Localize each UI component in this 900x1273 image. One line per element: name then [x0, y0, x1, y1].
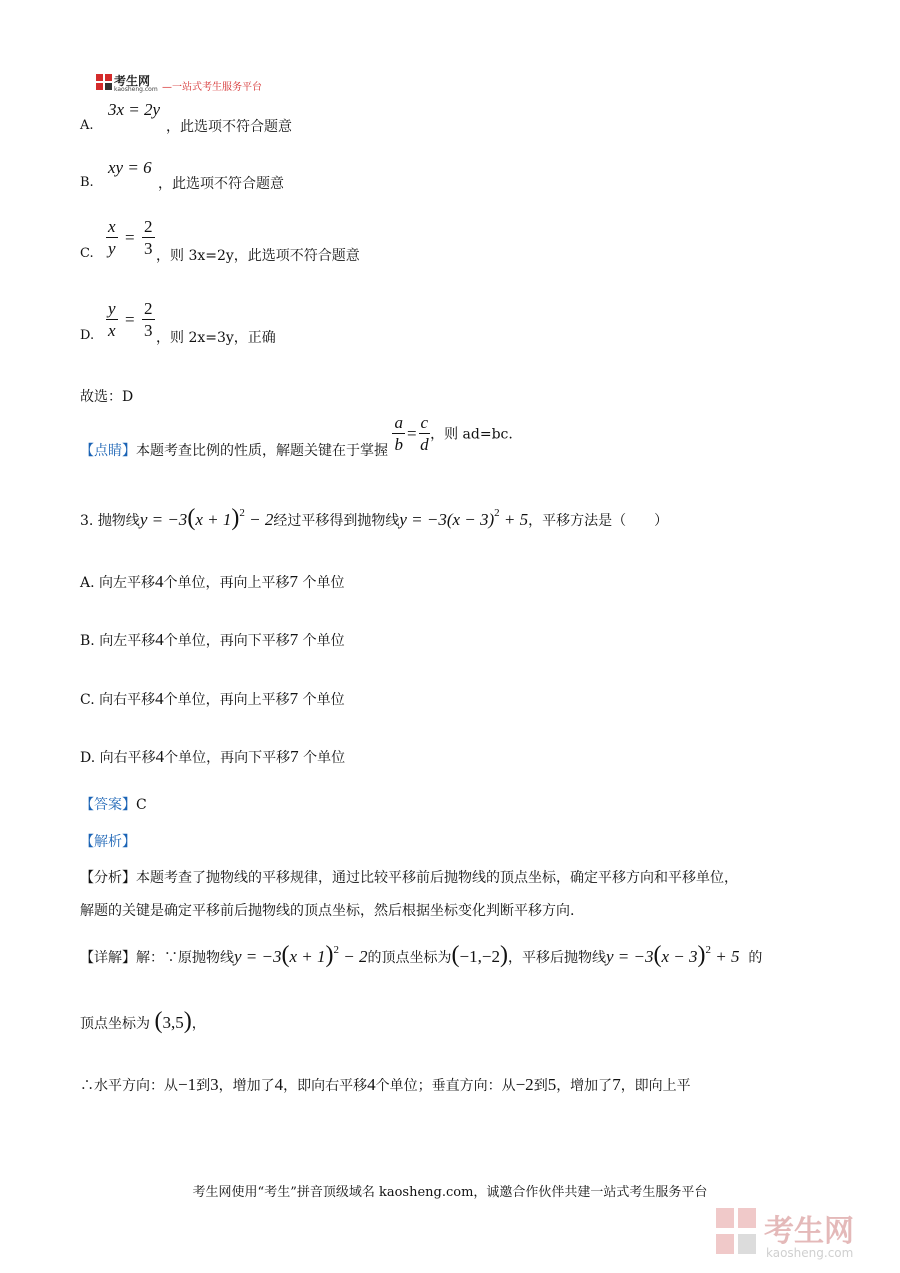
fenxi-line2: 解题的关键是确定平移前后抛物线的顶点坐标，然后根据坐标变化判断平移方向. [80, 903, 575, 919]
prev-option-b-label: B. [80, 175, 94, 190]
prev-option-d-label: D. [80, 328, 95, 343]
math-orig-parabola: $y = -3(x + 1)^2 - 2$ [139, 505, 274, 531]
math-orig-parabola-2: $y = -3(x + 1)^2 - 2$ [234, 942, 368, 968]
option-d[interactable]: D. 向右平移4个单位，再向下平移7 个单位 [80, 747, 346, 766]
watermark-cn: 考生网 [764, 1214, 854, 1249]
prev-option-c-text: ，则 3x=2y，此选项不符合题意 [156, 248, 360, 264]
prev-option-a-label: A. [80, 118, 94, 133]
fenxi-tag: 【分析】 [80, 870, 136, 886]
detail-line1: 【详解】解：∵原抛物线$y = -3(x + 1)^2 - 2$的顶点坐标为(−1,−2)，平移后抛物线$y = -3(x - 3)^2 + 5$ 的 [80, 942, 763, 968]
prev-option-d-text: ，则 2x=3y，正确 [156, 330, 276, 346]
question-lead: 抛物线 [97, 513, 140, 529]
math-frac-cd: $\frac{c}{d}$ [420, 413, 429, 454]
note-tag: 【点睛】 [80, 442, 136, 459]
math-frac-d: $\frac{y}{x}$ = $\frac{2}{3}$ [108, 299, 153, 340]
answer-line [80, 794, 147, 814]
watermark-logo-icon [716, 1208, 758, 1256]
answer-value: C [136, 797, 147, 813]
math-eq-b: xy = 6 [108, 158, 152, 177]
question-number: 3. [80, 513, 94, 529]
watermark [716, 1206, 886, 1262]
analysis-tag: 【解析】 [80, 834, 136, 850]
math-frac-ab: $\frac{a}{b}$ [394, 413, 403, 454]
header-tagline: —一站式考生服务平台 [162, 82, 262, 93]
math-frac-c: $\frac{x}{y}$ = $\frac{2}{3}$ [108, 217, 153, 258]
kaosheng-logo-icon [96, 74, 112, 90]
detail-tag: 【详解】 [80, 950, 136, 966]
watermark-en: kaosheng.com [766, 1246, 854, 1260]
page-footer: 考生网使用“考生”拼音顶级域名 kaosheng.com，诚邀合作伙伴共建一站式考生服务平台 [192, 1185, 708, 1200]
question-3 [80, 505, 668, 532]
detail-line3: ∴水平方向：从−1到3，增加了4，即向右平移4个单位；垂直方向：从−2到5，增加了7，即向上平 [80, 1075, 691, 1094]
prev-answer: 故选：D [80, 389, 134, 405]
math-new-parabola-2: $y = -3(x - 3)^2 + 5$ [605, 942, 740, 968]
math-orig-vertex: (−1,−2) [451, 942, 508, 968]
prev-option-b-text: ，此选项不符合题意 [158, 176, 284, 192]
option-c[interactable]: C. 向右平移4个单位，再向上平移7 个单位 [80, 689, 345, 708]
answer-tag: 【答案】 [80, 797, 136, 813]
option-b[interactable]: B. 向左平移4个单位，再向下平移7 个单位 [80, 630, 345, 649]
note-line: 【点睛】本题考查比例的性质，解题关键在于掌握 $\frac{a}{b}$ = $\frac{c}{d}$ ，则 ad=bc. [80, 413, 513, 459]
header-logo [96, 72, 266, 94]
math-eq-a: 3x = 2y [108, 100, 161, 119]
option-a[interactable]: A. 向左平移4个单位，再向上平移7 个单位 [80, 572, 345, 591]
fenxi-line1: 【分析】本题考查了抛物线的平移规律，通过比较平移前后抛物线的顶点坐标，确定平移方向和平移单位， [80, 870, 738, 886]
logo-cn: 考生网 [114, 74, 151, 88]
note-text: 本题考查比例的性质，解题关键在于掌握 [136, 442, 388, 459]
logo-en: kaosheng.com [114, 86, 158, 93]
question-middle: 经过平移得到抛物线 [273, 513, 400, 529]
math-new-parabola: $y = -3(x - 3)^2 + 5$ [399, 507, 529, 529]
question-tail: ，平移方法是（ ） [528, 513, 669, 529]
prev-option-a-text: ，此选项不符合题意 [166, 119, 292, 135]
detail-line2: 顶点坐标为 (3,5)， [80, 1008, 206, 1034]
note-text-after: ，则 ad=bc. [430, 426, 513, 443]
prev-option-c-label: C. [80, 246, 94, 261]
math-new-vertex: (3,5) [154, 1008, 192, 1034]
